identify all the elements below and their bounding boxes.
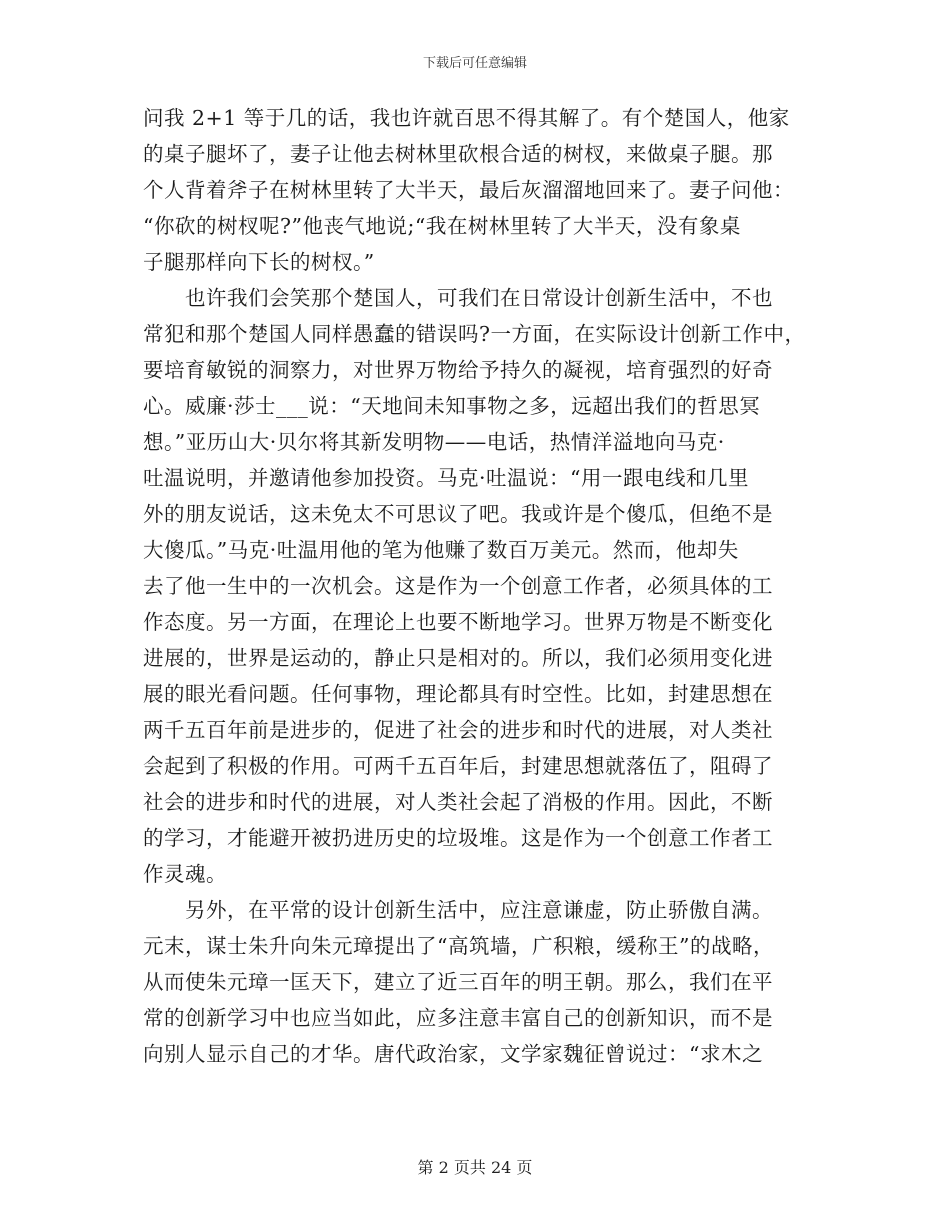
- text-line: 常犯和那个楚国人同样愚蠢的错误吗?一方面，在实际设计创新工作中，: [143, 322, 806, 346]
- text-line: 向别人显示自己的才华。唐代政治家，文学家魏征曾说过：“求木之: [143, 1042, 763, 1066]
- text-line: 作态度。另一方面，在理论上也要不断地学习。世界万物是不断变化: [143, 610, 773, 634]
- text-line: 展的眼光看问题。任何事物，理论都具有时空性。比如，封建思想在: [143, 682, 773, 706]
- text-line: 的学习，才能避开被扔进历史的垃圾堆。这是作为一个创意工作者工: [143, 826, 773, 850]
- text-line: 常的创新学习中也应当如此，应多注意丰富自己的创新知识，而不是: [143, 1006, 773, 1030]
- text-line: 问我 2+1 等于几的话，我也许就百思不得其解了。有个楚国人，他家: [143, 106, 790, 130]
- text-line: 吐温说明，并邀请他参加投资。马克·吐温说：“用一跟电线和几里: [143, 466, 749, 490]
- paragraph-start-line: 另外，在平常的设计创新生活中，应注意谦虚，防止骄傲自满。: [185, 898, 773, 922]
- text-line: 从而使朱元璋一匡天下，建立了近三百年的明王朝。那么，我们在平: [143, 970, 773, 994]
- page-header: 下载后可任意编辑: [422, 56, 527, 71]
- text-line: 想。”亚历山大·贝尔将其新发明物——电话，热情洋溢地向马克·: [143, 430, 725, 454]
- paragraph-start-line: 也许我们会笑那个楚国人，可我们在日常设计创新生活中，不也: [185, 286, 773, 310]
- text-line: 作灵魂。: [143, 862, 227, 886]
- text-line: 的桌子腿坏了，妻子让他去树林里砍根合适的树杈，来做桌子腿。那: [143, 142, 773, 166]
- text-line: 大傻瓜。”马克·吐温用他的笔为他赚了数百万美元。然而，他却失: [143, 538, 739, 562]
- text-line: 外的朋友说话，这未免太不可思议了吧。我或许是个傻瓜，但绝不是: [143, 502, 773, 526]
- text-line: 会起到了积极的作用。可两千五百年后，封建思想就落伍了，阻碍了: [143, 754, 773, 778]
- text-line: 元末，谋士朱升向朱元璋提出了“高筑墙，广积粮，缓称王”的战略，: [143, 934, 774, 958]
- text-line: 要培育敏锐的洞察力，对世界万物给予持久的凝视，培育强烈的好奇: [143, 358, 773, 382]
- text-line: 子腿那样向下长的树杈。”: [143, 250, 375, 274]
- text-line: 去了他一生中的一次机会。这是作为一个创意工作者，必须具体的工: [143, 574, 773, 598]
- text-line: 两千五百年前是进步的，促进了社会的进步和时代的进展，对人类社: [143, 718, 773, 742]
- page-footer: 第 2 页共 24 页: [417, 1158, 533, 1177]
- text-line: 进展的，世界是运动的，静止只是相对的。所以，我们必须用变化进: [143, 646, 773, 670]
- text-line: 社会的进步和时代的进展，对人类社会起了消极的作用。因此，不断: [143, 790, 773, 814]
- text-line: 心。威廉·莎士___说：“天地间未知事物之多，远超出我们的哲思冥: [143, 394, 761, 418]
- text-line: “你砍的树杈呢?”他丧气地说;“我在树林里转了大半天，没有象桌: [143, 214, 741, 238]
- text-line: 个人背着斧子在树林里转了大半天，最后灰溜溜地回来了。妻子问他：: [143, 178, 794, 202]
- body-text: [143, 100, 813, 1072]
